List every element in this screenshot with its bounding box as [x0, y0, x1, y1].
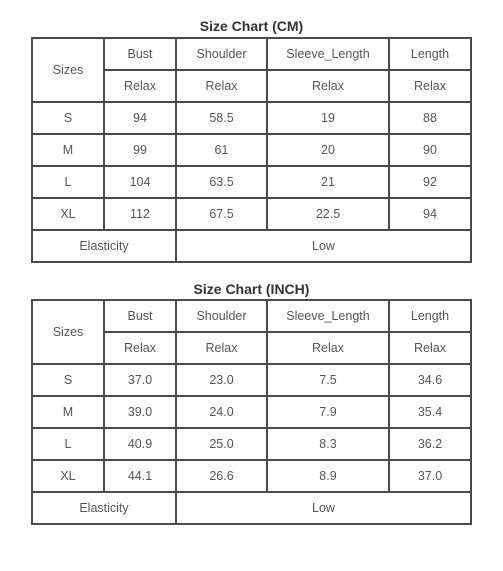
- length-cell: 37.0: [389, 460, 471, 492]
- length-cell: 92: [389, 166, 471, 198]
- bust-cell: 39.0: [104, 396, 176, 428]
- table-row: [32, 166, 471, 198]
- shoulder-cell: 23.0: [176, 364, 267, 396]
- shoulder-cell: 26.6: [176, 460, 267, 492]
- shoulder-cell: 63.5: [176, 166, 267, 198]
- table-row: [32, 428, 471, 460]
- elasticity-value: Low: [176, 492, 471, 524]
- bust-subheader: Relax: [104, 70, 176, 102]
- sleeve-length-cell: 20: [267, 134, 389, 166]
- bust-cell: 112: [104, 198, 176, 230]
- sleeve-length-cell: 21: [267, 166, 389, 198]
- elasticity-row: [32, 230, 471, 262]
- shoulder-cell: 25.0: [176, 428, 267, 460]
- bust-cell: 104: [104, 166, 176, 198]
- sleeve-length-cell: 7.9: [267, 396, 389, 428]
- header-row: [32, 38, 471, 70]
- size-cell: M: [32, 134, 104, 166]
- length-subheader: Relax: [389, 332, 471, 364]
- bust-cell: 44.1: [104, 460, 176, 492]
- bust-cell: 40.9: [104, 428, 176, 460]
- bust-cell: 37.0: [104, 364, 176, 396]
- length-header: Length: [389, 300, 471, 332]
- sizes-header: Sizes: [32, 38, 104, 102]
- bust-subheader: Relax: [104, 332, 176, 364]
- bust-header: Bust: [104, 38, 176, 70]
- shoulder-cell: 58.5: [176, 102, 267, 134]
- length-subheader: Relax: [389, 70, 471, 102]
- elasticity-label: Elasticity: [32, 492, 176, 524]
- bust-header: Bust: [104, 300, 176, 332]
- elasticity-value: Low: [176, 230, 471, 262]
- sleeve-length-subheader: Relax: [267, 332, 389, 364]
- length-cell: 90: [389, 134, 471, 166]
- table-row: [32, 198, 471, 230]
- sizes-header: Sizes: [32, 300, 104, 364]
- length-header: Length: [389, 38, 471, 70]
- shoulder-cell: 67.5: [176, 198, 267, 230]
- size-chart-inch-title: Size Chart (INCH): [193, 281, 310, 297]
- length-cell: 94: [389, 198, 471, 230]
- bust-cell: 99: [104, 134, 176, 166]
- shoulder-header: Shoulder: [176, 300, 267, 332]
- size-cell: M: [32, 396, 104, 428]
- sleeve-length-cell: 8.3: [267, 428, 389, 460]
- shoulder-cell: 24.0: [176, 396, 267, 428]
- size-chart-cm-table: [31, 37, 472, 263]
- length-cell: 36.2: [389, 428, 471, 460]
- shoulder-subheader: Relax: [176, 70, 267, 102]
- elasticity-row: [32, 492, 471, 524]
- size-cell: S: [32, 102, 104, 134]
- shoulder-cell: 61: [176, 134, 267, 166]
- table-row: [32, 460, 471, 492]
- header-row: [32, 300, 471, 332]
- size-chart-cm-title: Size Chart (CM): [199, 18, 304, 34]
- sleeve-length-cell: 19: [267, 102, 389, 134]
- elasticity-label: Elasticity: [32, 230, 176, 262]
- shoulder-header: Shoulder: [176, 38, 267, 70]
- size-cell: L: [32, 428, 104, 460]
- sleeve-length-cell: 7.5: [267, 364, 389, 396]
- length-cell: 88: [389, 102, 471, 134]
- shoulder-subheader: Relax: [176, 332, 267, 364]
- sleeve-length-subheader: Relax: [267, 70, 389, 102]
- table-row: [32, 396, 471, 428]
- sleeve-length-header: Sleeve_Length: [267, 38, 389, 70]
- table-row: [32, 102, 471, 134]
- size-cell: S: [32, 364, 104, 396]
- table-row: [32, 134, 471, 166]
- size-chart-inch-table: [31, 299, 472, 525]
- sleeve-length-cell: 8.9: [267, 460, 389, 492]
- size-cell: XL: [32, 460, 104, 492]
- sleeve-length-cell: 22.5: [267, 198, 389, 230]
- bust-cell: 94: [104, 102, 176, 134]
- size-cell: XL: [32, 198, 104, 230]
- length-cell: 34.6: [389, 364, 471, 396]
- length-cell: 35.4: [389, 396, 471, 428]
- table-row: [32, 364, 471, 396]
- size-cell: L: [32, 166, 104, 198]
- sleeve-length-header: Sleeve_Length: [267, 300, 389, 332]
